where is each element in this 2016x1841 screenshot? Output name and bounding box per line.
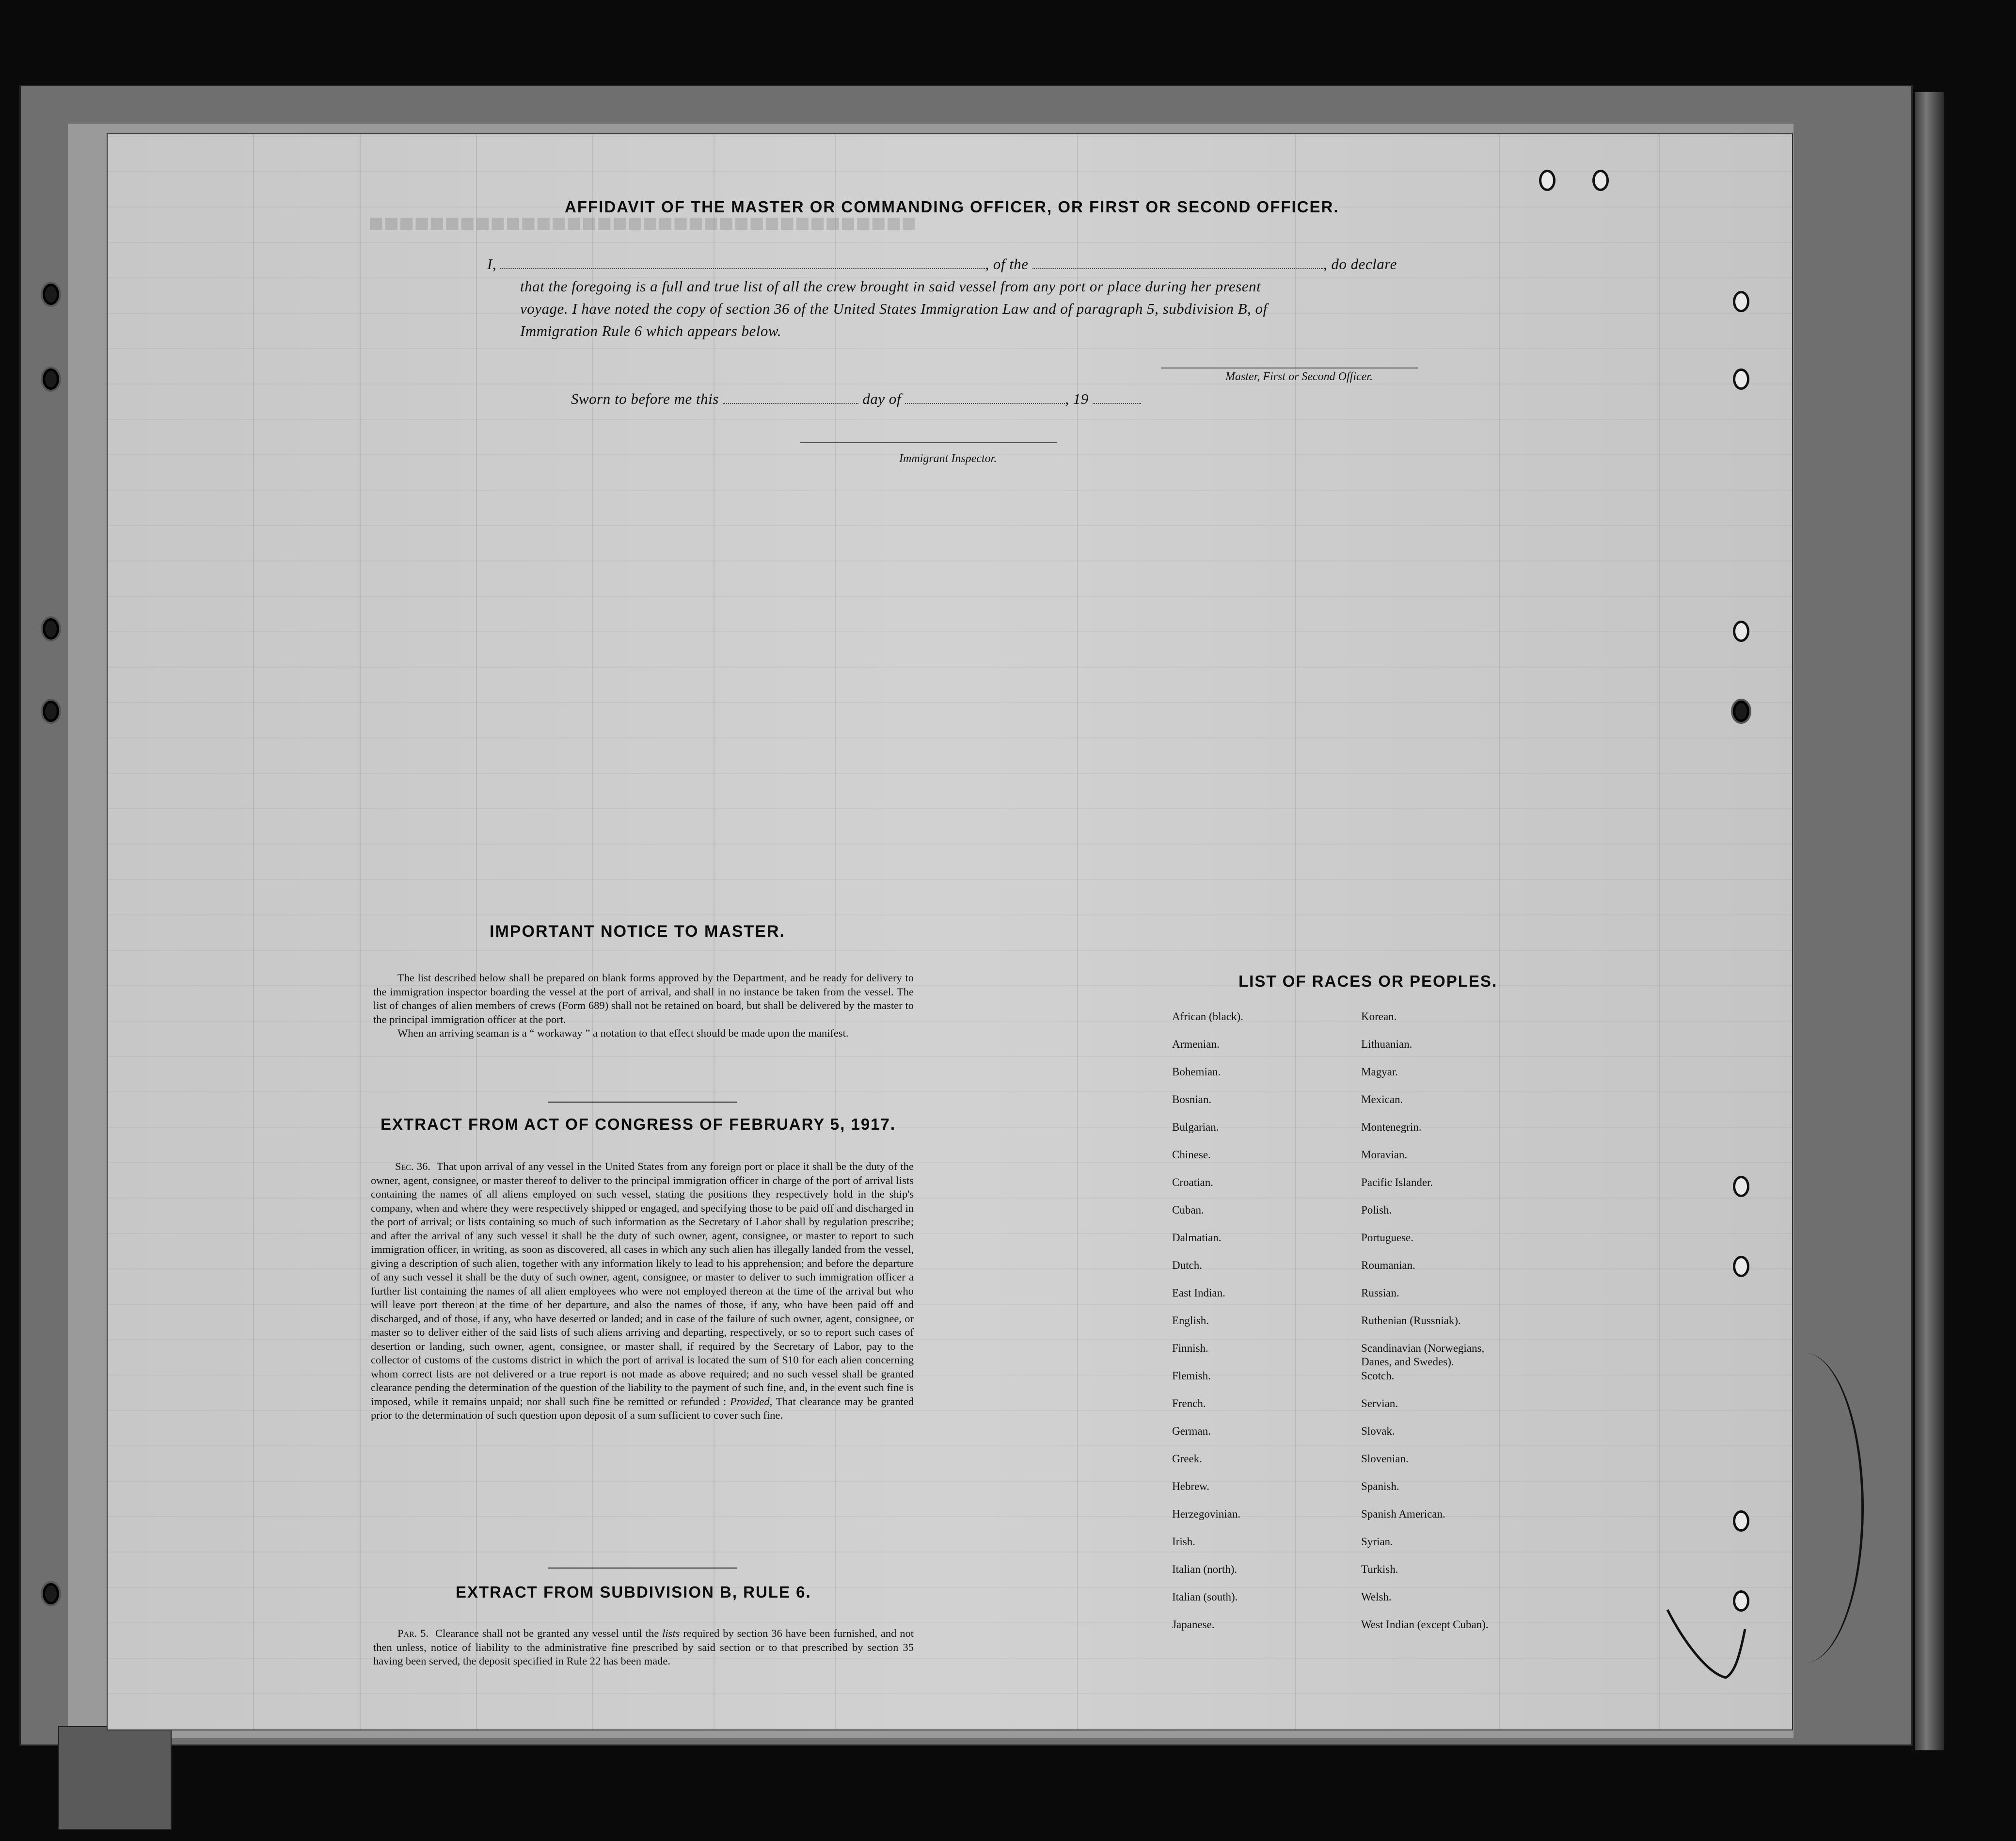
race-item: French.: [1172, 1397, 1206, 1409]
race-item: Italian (south).: [1172, 1591, 1238, 1603]
race-item: Armenian.: [1172, 1038, 1220, 1050]
race-item: Lithuanian.: [1361, 1038, 1413, 1050]
affidavit-line-3: voyage. I have noted the copy of section 36 of the United States Immigration Law and of paragraph 5, subdivision B, of: [520, 300, 1268, 317]
race-item: Scandinavian (Norwegians, Danes, and Swedes).: [1361, 1342, 1485, 1368]
affidavit-declare: , do declare: [1323, 256, 1397, 272]
punch-hole: [1539, 170, 1556, 191]
affidavit-line-2: that the foregoing is a full and true list of all the crew brought in said vessel from any port or place during her present: [520, 278, 1261, 295]
inspector-caption: Immigrant Inspector.: [899, 452, 997, 465]
race-item: German.: [1172, 1425, 1211, 1437]
race-item: African (black).: [1172, 1010, 1243, 1023]
punch-hole: [43, 618, 59, 640]
affidavit-i: I,: [487, 256, 497, 272]
document-page: [107, 133, 1793, 1730]
act-title: EXTRACT FROM ACT OF CONGRESS OF FEBRUARY 5, 1917.: [381, 1115, 896, 1133]
affidavit-of-the: , of the: [985, 256, 1029, 272]
race-item: Russian.: [1361, 1287, 1399, 1299]
race-item: Herzegovinian.: [1172, 1508, 1241, 1520]
sworn-line: [571, 390, 1141, 408]
race-item: Spanish.: [1361, 1480, 1399, 1492]
affidavit-title: AFFIDAVIT OF THE MASTER OR COMMANDING OFFICER, OR FIRST OR SECOND OFFICER.: [565, 198, 1339, 216]
race-item: Chinese.: [1172, 1149, 1211, 1161]
affidavit-line-4: Immigration Rule 6 which appears below.: [520, 322, 781, 339]
act-text-end: That clearance may be granted prior to the determination of such question upon deposit of a sum sufficient to cover such fine.: [371, 1395, 914, 1421]
race-item: Moravian.: [1361, 1149, 1408, 1161]
races-title: LIST OF RACES OR PEOPLES.: [1238, 972, 1498, 990]
sworn-prefix: Sworn to before me this: [571, 390, 719, 407]
race-item: Pacific Islander.: [1361, 1176, 1433, 1188]
race-item: Irish.: [1172, 1536, 1195, 1548]
signature-caption: Master, First or Second Officer.: [1225, 370, 1373, 383]
year-blank[interactable]: [1093, 403, 1141, 404]
race-item: Slovak.: [1361, 1425, 1395, 1437]
race-item: Syrian.: [1361, 1536, 1393, 1548]
divider-2: [548, 1568, 737, 1569]
punch-hole: [43, 284, 59, 305]
race-item: Portuguese.: [1361, 1232, 1413, 1244]
race-item: Dutch.: [1172, 1259, 1202, 1271]
act-text: That upon arrival of any vessel in the United States from any foreign port or place it shall be the duty of the owner, agent, consignee, or master thereof to deliver to the principal immigration officer in charge of the port of arrival lists containing the names of all aliens employed on such vessel, stating the positions they respectively hold in the ship's company, when and where they were respectively shipped or engaged, and specifying those to be paid off and discharged in the port of arrival; or lists containing so much of such information as the Secretary of Labor shall by regulation prescribe; and after the arrival of any such vessel it shall be the duty of such owner, agent, consignee, or master to report to such immigration officer, in writing, as soon as discovered, all cases in which any such alien has illegally landed from the vessel, giving a description of such alien, together with any information likely to lead to his apprehension; and before the departure of any such vessel it shall be the duty of such owner, agent, consignee, or master to deliver to such immigration officer a further list containing the names of all alien employees who were not employed thereon at the time of the arrival but who will leave port thereon at the time of her departure, and also the names of those, if any, who have been paid off and discharged, and of those, if any, who have deserted or landed; and in case of the failure of such owner, agent, consignee, or master so to deliver either of the said lists of such aliens arriving and departing, respectively, or so to report such cases of desertion or landing, such owner, agent, consignee, or master shall, if required by the Secretary of Labor, pay to the collector of customs of the customs district in which the port of arrival is located the sum of $10 for each alien concerning whom correct lists are not delivered or a true report is not made as above required; and no such vessel shall be granted clearance pending the determination of the question of the liability to the payment of such fine, and, in the event such fine is imposed, while it remains unpaid; nor shall such fine be remitted or refunded :: [371, 1160, 914, 1408]
race-item: English.: [1172, 1314, 1209, 1327]
sworn-day: day of: [862, 390, 901, 407]
race-item: Bosnian.: [1172, 1093, 1212, 1105]
rule-text-a: Clearance shall not be granted any vessel until the: [435, 1627, 659, 1639]
race-item: Welsh.: [1361, 1591, 1392, 1603]
notice-title: IMPORTANT NOTICE TO MASTER.: [490, 922, 785, 941]
race-item: Mexican.: [1361, 1093, 1403, 1105]
punch-hole: [43, 368, 59, 390]
race-item: Turkish.: [1361, 1563, 1398, 1575]
race-item: West Indian (except Cuban).: [1361, 1618, 1489, 1631]
race-item: Korean.: [1361, 1010, 1397, 1023]
affidavit-line-1: [487, 256, 1397, 273]
rule-title: EXTRACT FROM SUBDIVISION B, RULE 6.: [456, 1583, 811, 1601]
month-blank[interactable]: [905, 403, 1065, 404]
sworn-year: , 19: [1065, 390, 1089, 407]
divider-1: [548, 1102, 737, 1103]
race-item: Italian (north).: [1172, 1563, 1238, 1575]
name-blank[interactable]: [500, 268, 985, 269]
race-item: Polish.: [1361, 1204, 1392, 1216]
inspector-line[interactable]: [800, 442, 1057, 443]
race-item: Cuban.: [1172, 1204, 1204, 1216]
rule-body: [373, 1627, 914, 1668]
race-item: Hebrew.: [1172, 1480, 1210, 1492]
pen-arc: [1745, 1353, 1864, 1663]
notice-body: [373, 971, 914, 1041]
race-item: Bohemian.: [1172, 1066, 1221, 1078]
races-right-column: [1361, 1010, 1489, 1646]
binding-edge: [1915, 92, 1944, 1750]
race-item: Scotch.: [1361, 1370, 1395, 1382]
notice-para-1: The list described below shall be prepared on blank forms approved by the Department, and be ready for delivery to the immigration inspector boarding the vessel at the port of arrival, and shall in no instance be taken from the vessel. The list of changes of alien members of crews (Form 689) shall not be retained on board, but shall be delivered by the master to the principal immigration officer at the port.: [373, 972, 914, 1025]
punch-hole: [1592, 170, 1609, 191]
bottom-tab: [58, 1726, 172, 1830]
race-item: Servian.: [1361, 1397, 1398, 1409]
punch-hole: [1733, 621, 1749, 642]
race-item: Ruthenian (Russniak).: [1361, 1314, 1461, 1327]
race-item: Montenegrin.: [1361, 1121, 1422, 1133]
race-item: Finnish.: [1172, 1342, 1208, 1354]
race-item: Flemish.: [1172, 1370, 1211, 1382]
punch-hole: [1733, 701, 1749, 722]
act-provided: Provided,: [730, 1395, 773, 1408]
race-item: East Indian.: [1172, 1287, 1225, 1299]
race-item: Bulgarian.: [1172, 1121, 1219, 1133]
race-item: Croatian.: [1172, 1176, 1213, 1188]
race-item: Japanese.: [1172, 1618, 1215, 1631]
punch-hole: [1733, 1256, 1749, 1277]
act-body: [371, 1160, 914, 1423]
punch-hole: [43, 701, 59, 722]
rule-lists: lists: [662, 1627, 680, 1639]
punch-hole: [1733, 368, 1749, 390]
rule-par-label: Par. 5.: [397, 1627, 429, 1639]
races-left-column: [1172, 1010, 1243, 1646]
race-item: Slovenian.: [1361, 1453, 1409, 1465]
punch-hole: [1733, 1176, 1749, 1197]
punch-hole: [43, 1583, 59, 1604]
race-item: Spanish American.: [1361, 1508, 1445, 1520]
race-item: Roumanian.: [1361, 1259, 1415, 1271]
act-sec-label: Sec. 36.: [395, 1160, 431, 1172]
day-blank[interactable]: [723, 403, 858, 404]
race-item: Dalmatian.: [1172, 1232, 1222, 1244]
bleed-through-text: ■■■■■■■■■■■■■■■■■■■■■■■■■■■■■■■■■■■■: [368, 209, 917, 237]
rule-text-b: required by section 36 have been furnished, and not then unless, notice of liability to the administrative fine prescribed by said section or to that prescribed by section 35 having been served, the deposit specified in Rule 22 has been made.: [373, 1627, 914, 1667]
notice-para-2: When an arriving seaman is a “ workaway ” a notation to that effect should be made upon the manifest.: [397, 1027, 849, 1039]
race-item: Magyar.: [1361, 1066, 1398, 1078]
race-item: Greek.: [1172, 1453, 1202, 1465]
punch-hole: [1733, 291, 1749, 312]
vessel-blank[interactable]: [1032, 268, 1323, 269]
